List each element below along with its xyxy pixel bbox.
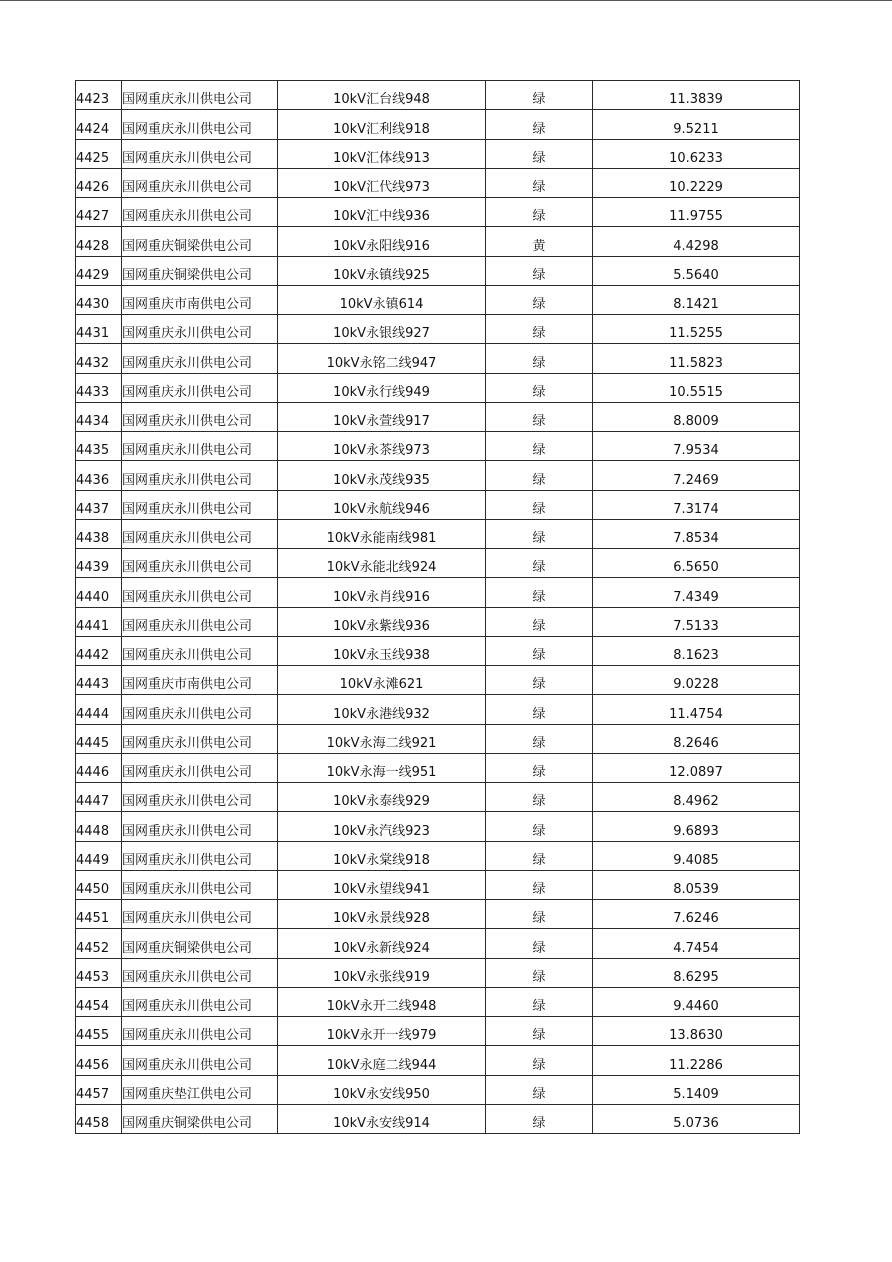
value-cell: 8.1623 <box>593 636 800 665</box>
table-row <box>76 753 800 782</box>
line-name-cell: 10kV永能北线924 <box>278 549 486 578</box>
value-cell: 8.8009 <box>593 402 800 431</box>
company-cell: 国网重庆永川供电公司 <box>122 841 278 870</box>
company-cell: 国网重庆市南供电公司 <box>122 285 278 314</box>
line-name-cell: 10kV汇利线918 <box>278 110 486 139</box>
table-body <box>76 81 800 1134</box>
company-cell: 国网重庆永川供电公司 <box>122 490 278 519</box>
value-cell: 11.5823 <box>593 344 800 373</box>
value-cell: 6.5650 <box>593 549 800 578</box>
company-cell: 国网重庆永川供电公司 <box>122 870 278 899</box>
value-cell: 5.0736 <box>593 1104 800 1133</box>
row-number: 4438 <box>76 519 122 548</box>
row-number: 4442 <box>76 636 122 665</box>
line-name-cell: 10kV永庭二线944 <box>278 1046 486 1075</box>
company-cell: 国网重庆永川供电公司 <box>122 344 278 373</box>
row-number: 4430 <box>76 285 122 314</box>
value-cell: 9.0228 <box>593 666 800 695</box>
company-cell: 国网重庆永川供电公司 <box>122 373 278 402</box>
company-cell: 国网重庆永川供电公司 <box>122 549 278 578</box>
value-cell: 11.3839 <box>593 81 800 110</box>
value-cell: 11.9755 <box>593 198 800 227</box>
table-row <box>76 549 800 578</box>
table-row <box>76 198 800 227</box>
table-row <box>76 1104 800 1133</box>
status-cell: 绿 <box>486 110 593 139</box>
status-cell: 绿 <box>486 461 593 490</box>
line-name-cell: 10kV汇体线913 <box>278 139 486 168</box>
row-number: 4449 <box>76 841 122 870</box>
company-cell: 国网重庆永川供电公司 <box>122 168 278 197</box>
company-cell: 国网重庆市南供电公司 <box>122 666 278 695</box>
table-row <box>76 666 800 695</box>
page-top-border <box>0 0 892 1</box>
value-cell: 8.0539 <box>593 870 800 899</box>
line-name-cell: 10kV永海一线951 <box>278 753 486 782</box>
line-name-cell: 10kV永银线927 <box>278 315 486 344</box>
value-cell: 9.6893 <box>593 812 800 841</box>
company-cell: 国网重庆永川供电公司 <box>122 783 278 812</box>
status-cell: 绿 <box>486 1104 593 1133</box>
status-cell: 绿 <box>486 490 593 519</box>
company-cell: 国网重庆永川供电公司 <box>122 812 278 841</box>
line-name-cell: 10kV永新线924 <box>278 929 486 958</box>
row-number: 4446 <box>76 753 122 782</box>
table-row <box>76 578 800 607</box>
status-cell: 绿 <box>486 373 593 402</box>
row-number: 4424 <box>76 110 122 139</box>
status-cell: 绿 <box>486 636 593 665</box>
table-row <box>76 636 800 665</box>
row-number: 4453 <box>76 958 122 987</box>
line-name-cell: 10kV汇中线936 <box>278 198 486 227</box>
row-number: 4433 <box>76 373 122 402</box>
company-cell: 国网重庆永川供电公司 <box>122 753 278 782</box>
line-name-cell: 10kV永张线919 <box>278 958 486 987</box>
company-cell: 国网重庆永川供电公司 <box>122 636 278 665</box>
status-cell: 绿 <box>486 987 593 1016</box>
table-row <box>76 461 800 490</box>
value-cell: 5.5640 <box>593 256 800 285</box>
row-number: 4450 <box>76 870 122 899</box>
line-name-cell: 10kV永望线941 <box>278 870 486 899</box>
table-row <box>76 315 800 344</box>
value-cell: 7.8534 <box>593 519 800 548</box>
table-row <box>76 432 800 461</box>
status-cell: 绿 <box>486 315 593 344</box>
company-cell: 国网重庆永川供电公司 <box>122 958 278 987</box>
value-cell: 9.5211 <box>593 110 800 139</box>
status-cell: 绿 <box>486 432 593 461</box>
status-cell: 绿 <box>486 1017 593 1046</box>
value-cell: 5.1409 <box>593 1075 800 1104</box>
company-cell: 国网重庆永川供电公司 <box>122 110 278 139</box>
table-row <box>76 227 800 256</box>
line-name-cell: 10kV永开一线979 <box>278 1017 486 1046</box>
line-name-cell: 10kV永海二线921 <box>278 724 486 753</box>
table-row <box>76 958 800 987</box>
company-cell: 国网重庆永川供电公司 <box>122 432 278 461</box>
status-cell: 绿 <box>486 666 593 695</box>
table-row <box>76 900 800 929</box>
company-cell: 国网重庆永川供电公司 <box>122 519 278 548</box>
table-row <box>76 1075 800 1104</box>
company-cell: 国网重庆永川供电公司 <box>122 900 278 929</box>
status-cell: 绿 <box>486 81 593 110</box>
company-cell: 国网重庆永川供电公司 <box>122 724 278 753</box>
status-cell: 绿 <box>486 198 593 227</box>
row-number: 4457 <box>76 1075 122 1104</box>
company-cell: 国网重庆永川供电公司 <box>122 461 278 490</box>
company-cell: 国网重庆铜梁供电公司 <box>122 227 278 256</box>
row-number: 4448 <box>76 812 122 841</box>
row-number: 4443 <box>76 666 122 695</box>
company-cell: 国网重庆永川供电公司 <box>122 578 278 607</box>
line-name-cell: 10kV永滩621 <box>278 666 486 695</box>
table-row <box>76 81 800 110</box>
company-cell: 国网重庆永川供电公司 <box>122 695 278 724</box>
line-name-cell: 10kV永铭二线947 <box>278 344 486 373</box>
status-cell: 绿 <box>486 900 593 929</box>
line-name-cell: 10kV永汽线923 <box>278 812 486 841</box>
row-number: 4455 <box>76 1017 122 1046</box>
row-number: 4458 <box>76 1104 122 1133</box>
status-cell: 绿 <box>486 812 593 841</box>
status-cell: 绿 <box>486 168 593 197</box>
value-cell: 8.1421 <box>593 285 800 314</box>
value-cell: 11.2286 <box>593 1046 800 1075</box>
status-cell: 绿 <box>486 607 593 636</box>
value-cell: 10.2229 <box>593 168 800 197</box>
row-number: 4445 <box>76 724 122 753</box>
line-name-cell: 10kV永阳线916 <box>278 227 486 256</box>
status-cell: 绿 <box>486 256 593 285</box>
table-row <box>76 1017 800 1046</box>
table-row <box>76 490 800 519</box>
table-row <box>76 607 800 636</box>
value-cell: 4.4298 <box>593 227 800 256</box>
status-cell: 绿 <box>486 402 593 431</box>
value-cell: 4.7454 <box>593 929 800 958</box>
row-number: 4426 <box>76 168 122 197</box>
row-number: 4428 <box>76 227 122 256</box>
row-number: 4432 <box>76 344 122 373</box>
line-name-cell: 10kV永茂线935 <box>278 461 486 490</box>
value-cell: 12.0897 <box>593 753 800 782</box>
table-row <box>76 987 800 1016</box>
table-row <box>76 110 800 139</box>
row-number: 4427 <box>76 198 122 227</box>
table-row <box>76 724 800 753</box>
table-row <box>76 139 800 168</box>
status-cell: 绿 <box>486 929 593 958</box>
value-cell: 8.4962 <box>593 783 800 812</box>
row-number: 4434 <box>76 402 122 431</box>
status-cell: 绿 <box>486 841 593 870</box>
value-cell: 8.2646 <box>593 724 800 753</box>
value-cell: 7.5133 <box>593 607 800 636</box>
table-row <box>76 344 800 373</box>
table-row <box>76 402 800 431</box>
company-cell: 国网重庆永川供电公司 <box>122 315 278 344</box>
row-number: 4452 <box>76 929 122 958</box>
value-cell: 13.8630 <box>593 1017 800 1046</box>
status-cell: 绿 <box>486 344 593 373</box>
row-number: 4429 <box>76 256 122 285</box>
table-row <box>76 841 800 870</box>
line-name-cell: 10kV永棠线918 <box>278 841 486 870</box>
line-name-cell: 10kV永港线932 <box>278 695 486 724</box>
line-name-cell: 10kV永茶线973 <box>278 432 486 461</box>
status-cell: 绿 <box>486 695 593 724</box>
row-number: 4437 <box>76 490 122 519</box>
status-cell: 绿 <box>486 1075 593 1104</box>
status-cell: 绿 <box>486 1046 593 1075</box>
status-cell: 绿 <box>486 519 593 548</box>
status-cell: 绿 <box>486 783 593 812</box>
company-cell: 国网重庆铜梁供电公司 <box>122 1104 278 1133</box>
company-cell: 国网重庆永川供电公司 <box>122 987 278 1016</box>
line-name-cell: 10kV永紫线936 <box>278 607 486 636</box>
line-name-cell: 10kV永萱线917 <box>278 402 486 431</box>
table-row <box>76 783 800 812</box>
company-cell: 国网重庆永川供电公司 <box>122 139 278 168</box>
value-cell: 7.3174 <box>593 490 800 519</box>
table-row <box>76 373 800 402</box>
value-cell: 10.5515 <box>593 373 800 402</box>
line-name-cell: 10kV汇台线948 <box>278 81 486 110</box>
line-name-cell: 10kV永安线950 <box>278 1075 486 1104</box>
company-cell: 国网重庆永川供电公司 <box>122 607 278 636</box>
status-cell: 绿 <box>486 958 593 987</box>
row-number: 4425 <box>76 139 122 168</box>
company-cell: 国网重庆铜梁供电公司 <box>122 929 278 958</box>
line-name-cell: 10kV永镇614 <box>278 285 486 314</box>
status-cell: 绿 <box>486 724 593 753</box>
company-cell: 国网重庆永川供电公司 <box>122 81 278 110</box>
line-name-cell: 10kV汇代线973 <box>278 168 486 197</box>
value-cell: 7.6246 <box>593 900 800 929</box>
value-cell: 10.6233 <box>593 139 800 168</box>
company-cell: 国网重庆永川供电公司 <box>122 402 278 431</box>
table-row <box>76 870 800 899</box>
table-row <box>76 1046 800 1075</box>
status-cell: 绿 <box>486 753 593 782</box>
company-cell: 国网重庆铜梁供电公司 <box>122 256 278 285</box>
company-cell: 国网重庆永川供电公司 <box>122 1017 278 1046</box>
row-number: 4436 <box>76 461 122 490</box>
line-name-cell: 10kV永肖线916 <box>278 578 486 607</box>
row-number: 4439 <box>76 549 122 578</box>
table-row <box>76 519 800 548</box>
status-cell: 绿 <box>486 285 593 314</box>
status-cell: 绿 <box>486 578 593 607</box>
table-row <box>76 695 800 724</box>
table-row <box>76 929 800 958</box>
value-cell: 11.5255 <box>593 315 800 344</box>
line-name-cell: 10kV永能南线981 <box>278 519 486 548</box>
table-row <box>76 285 800 314</box>
line-name-cell: 10kV永航线946 <box>278 490 486 519</box>
value-cell: 9.4460 <box>593 987 800 1016</box>
company-cell: 国网重庆永川供电公司 <box>122 198 278 227</box>
row-number: 4440 <box>76 578 122 607</box>
status-cell: 绿 <box>486 549 593 578</box>
company-cell: 国网重庆垫江供电公司 <box>122 1075 278 1104</box>
value-cell: 9.4085 <box>593 841 800 870</box>
line-data-table <box>75 80 800 1134</box>
line-name-cell: 10kV永安线914 <box>278 1104 486 1133</box>
line-name-cell: 10kV永玉线938 <box>278 636 486 665</box>
status-cell: 黄 <box>486 227 593 256</box>
value-cell: 7.4349 <box>593 578 800 607</box>
table-row <box>76 812 800 841</box>
row-number: 4441 <box>76 607 122 636</box>
line-name-cell: 10kV永镇线925 <box>278 256 486 285</box>
row-number: 4447 <box>76 783 122 812</box>
row-number: 4451 <box>76 900 122 929</box>
line-name-cell: 10kV永泰线929 <box>278 783 486 812</box>
row-number: 4423 <box>76 81 122 110</box>
row-number: 4454 <box>76 987 122 1016</box>
status-cell: 绿 <box>486 139 593 168</box>
row-number: 4444 <box>76 695 122 724</box>
table-row <box>76 256 800 285</box>
row-number: 4431 <box>76 315 122 344</box>
table-row <box>76 168 800 197</box>
value-cell: 7.2469 <box>593 461 800 490</box>
value-cell: 11.4754 <box>593 695 800 724</box>
status-cell: 绿 <box>486 870 593 899</box>
line-name-cell: 10kV永景线928 <box>278 900 486 929</box>
company-cell: 国网重庆永川供电公司 <box>122 1046 278 1075</box>
row-number: 4435 <box>76 432 122 461</box>
row-number: 4456 <box>76 1046 122 1075</box>
line-name-cell: 10kV永开二线948 <box>278 987 486 1016</box>
value-cell: 8.6295 <box>593 958 800 987</box>
value-cell: 7.9534 <box>593 432 800 461</box>
line-name-cell: 10kV永行线949 <box>278 373 486 402</box>
